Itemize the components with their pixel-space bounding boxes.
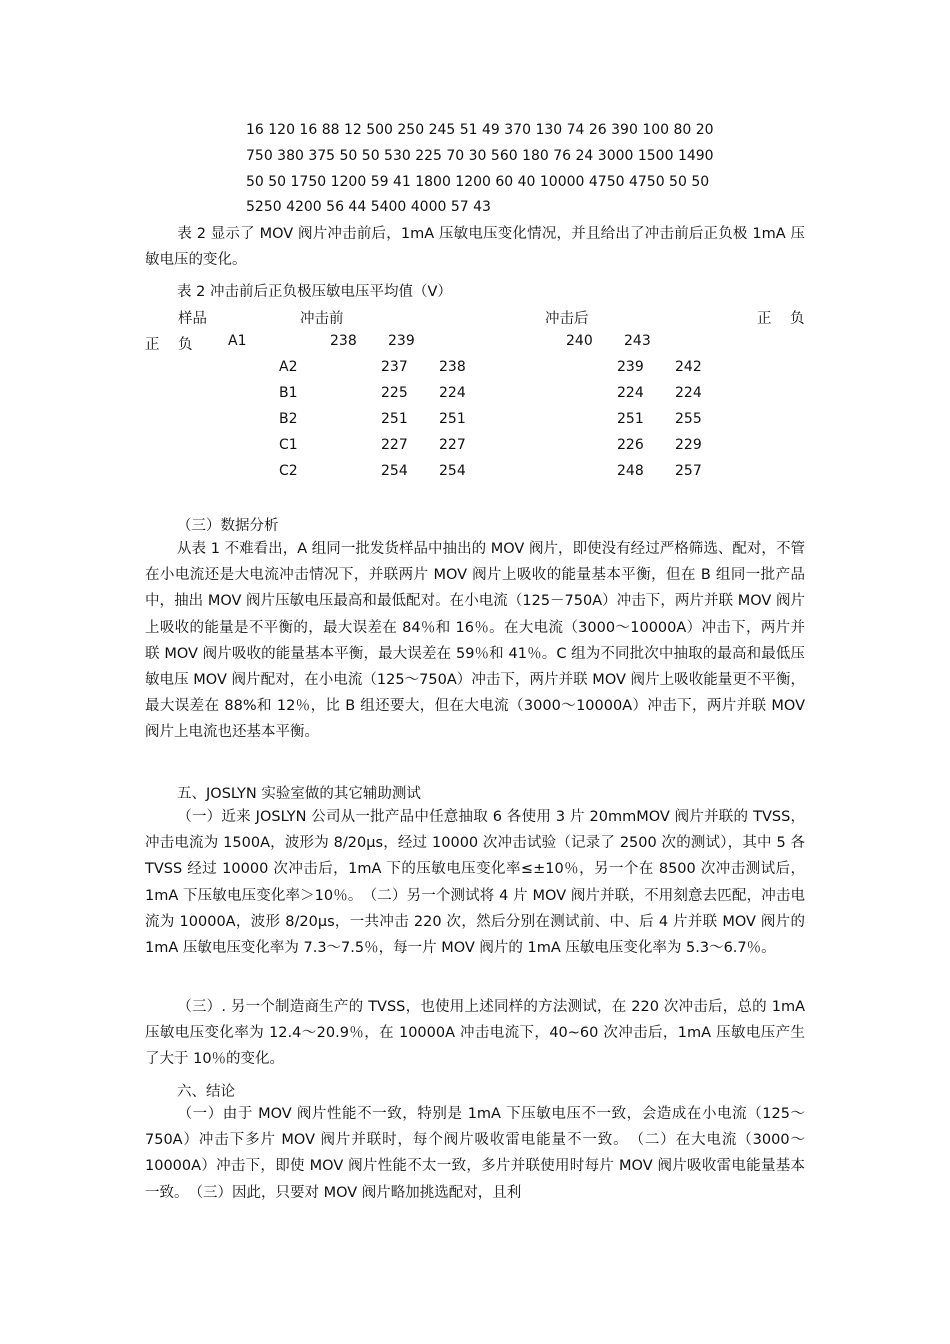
- header-after: 冲击后: [545, 311, 589, 327]
- row-sample-name: A1: [228, 333, 247, 349]
- row-after-pos: 248: [617, 463, 644, 479]
- row-sample-name: B1: [279, 385, 298, 401]
- table1-number-line: 5250 4200 56 44 5400 4000 57 43: [246, 199, 491, 215]
- row-after-pos: 251: [617, 411, 644, 427]
- section3-title: （三）数据分析: [177, 518, 279, 534]
- section6-title: 六、结论: [177, 1084, 235, 1100]
- header-sample: 样品: [178, 311, 207, 327]
- header-neg: 负: [790, 311, 805, 327]
- row-after-neg: 229: [675, 437, 702, 453]
- row-before-pos: 238: [330, 333, 357, 349]
- row-after-neg: 224: [675, 385, 702, 401]
- header-before: 冲击前: [300, 311, 344, 327]
- section6-body: （一）由于 MOV 阀片性能不一致，特别是 1mA 下压敏电压不一致，会造成在小电流（125～750A）冲击下多片 MOV 阀片并联时，每个阀片吸收雷电能量不一致。 （二）在大电流（3000～10000A）冲击下，即使 MOV 阀片性能不太一致，多片并联使用时每片 MOV 阀片吸收雷电能量基本一致。 （三）因此，只要对 MOV 阀片略加挑选配对，且利: [145, 1106, 805, 1201]
- table2-intro-paragraph: 表 2 显示了 MOV 阀片冲击前后，1mA 压敏电压变化情况，并且给出了冲击前后正负极 1mA 压敏电压的变化。: [145, 226, 805, 269]
- row-sample-name: C1: [279, 437, 298, 453]
- row-after-pos: 224: [617, 385, 644, 401]
- row-before-neg: 224: [439, 385, 466, 401]
- row-before-neg: 239: [388, 333, 415, 349]
- section3-body: 从表 1 不难看出，A 组同一批发货样品中抽出的 MOV 阀片，即使没有经过严格筛选、配对，不管在小电流还是大电流冲击情况下，并联两片 MOV 阀片上吸收的能量基本平衡，但在 B 组同一批产品中，抽出 MOV 阀片压敏电压最高和最低配对。在小电流（125－750A）冲击下，两片并联 MOV 阀片上吸收的能量是不平衡的，最大误差在 84％和 16％。在大电流（3000～10000A）冲击下，两片并联 MOV 阀片吸收的能量基本平衡，最大误差在 59％和 41％。C 组为不同批次中抽取的最高和最低压敏电压 MOV 阀片配对，在小电流（125～750A）冲击下，两片并联 MOV 阀片上吸收能量更不平衡，最大误差在 88%和 12％，比 B 组还要大，但在大电流（3000～10000A）冲击下，两片并联 MOV 阀片上电流也还基本平衡。: [145, 541, 805, 741]
- row-before-neg: 254: [439, 463, 466, 479]
- row-after-neg: 242: [675, 359, 702, 375]
- row-after-neg: 257: [675, 463, 702, 479]
- row-after-pos: 240: [566, 333, 593, 349]
- row-after-neg: 255: [675, 411, 702, 427]
- row-sample-name: C2: [279, 463, 298, 479]
- row-sample-name: B2: [279, 411, 298, 427]
- row-after-neg: 243: [624, 333, 651, 349]
- row-after-pos: 226: [617, 437, 644, 453]
- row-before-neg: 251: [439, 411, 466, 427]
- row-before-pos: 225: [381, 385, 408, 401]
- table2-title: 表 2 冲击前后正负极压敏电压平均值（V）: [177, 284, 452, 300]
- table1-number-line: 50 50 1750 1200 59 41 1800 1200 60 40 10000 4750 4750 50 50: [246, 174, 710, 190]
- section5-paragraph-2: （三）. 另一个制造商生产的 TVSS，也使用上述同样的方法测试，在 220 次冲击后，总的 1mA 压敏电压变化率为 12.4～20.9％，在 10000A 冲击电流下，40~60 次冲击后，1mA 压敏电压产生了大于 10％的变化。: [145, 999, 805, 1068]
- row-before-pos: 237: [381, 359, 408, 375]
- row-after-pos: 239: [617, 359, 644, 375]
- row-before-pos: 251: [381, 411, 408, 427]
- header-pos-2: 正: [145, 337, 160, 353]
- row-sample-name: A2: [279, 359, 298, 375]
- header-neg-2: 负: [178, 337, 193, 353]
- row-before-neg: 227: [439, 437, 466, 453]
- header-pos: 正: [757, 311, 772, 327]
- table1-number-line: 16 120 16 88 12 500 250 245 51 49 370 130 74 26 390 100 80 20: [246, 122, 714, 138]
- row-before-neg: 238: [439, 359, 466, 375]
- row-before-pos: 227: [381, 437, 408, 453]
- section5-title: 五、JOSLYN 实验室做的其它辅助测试: [177, 786, 421, 802]
- section5-paragraph-1: （一）近来 JOSLYN 公司从一批产品中任意抽取 6 各使用 3 片 20mmMOV 阀片并联的 TVSS，冲击电流为 1500A，波形为 8/20μs，经过 10000 次冲击试验（记录了 2500 次的测试），其中 5 各 TVSS 经过 10000 次冲击后，1mA 下的压敏电压变化率≤±10％，另一个在 8500 次冲击测试后，1mA 下压敏电压变化率＞10％。 （二）另一个测试将 4 片 MOV 阀片并联，不用刻意去匹配，冲击电流为 10000A，波形 8/20μs，一共冲击 220 次，然后分别在测试前、中、后 4 片并联 MOV 阀片的 1mA 压敏电压变化率为 7.3～7.5％，每一片 MOV 阀片的 1mA 压敏电压变化率为 5.3～6.7％。: [145, 809, 805, 957]
- row-before-pos: 254: [381, 463, 408, 479]
- table1-number-line: 750 380 375 50 50 530 225 70 30 560 180 76 24 3000 1500 1490: [246, 148, 714, 164]
